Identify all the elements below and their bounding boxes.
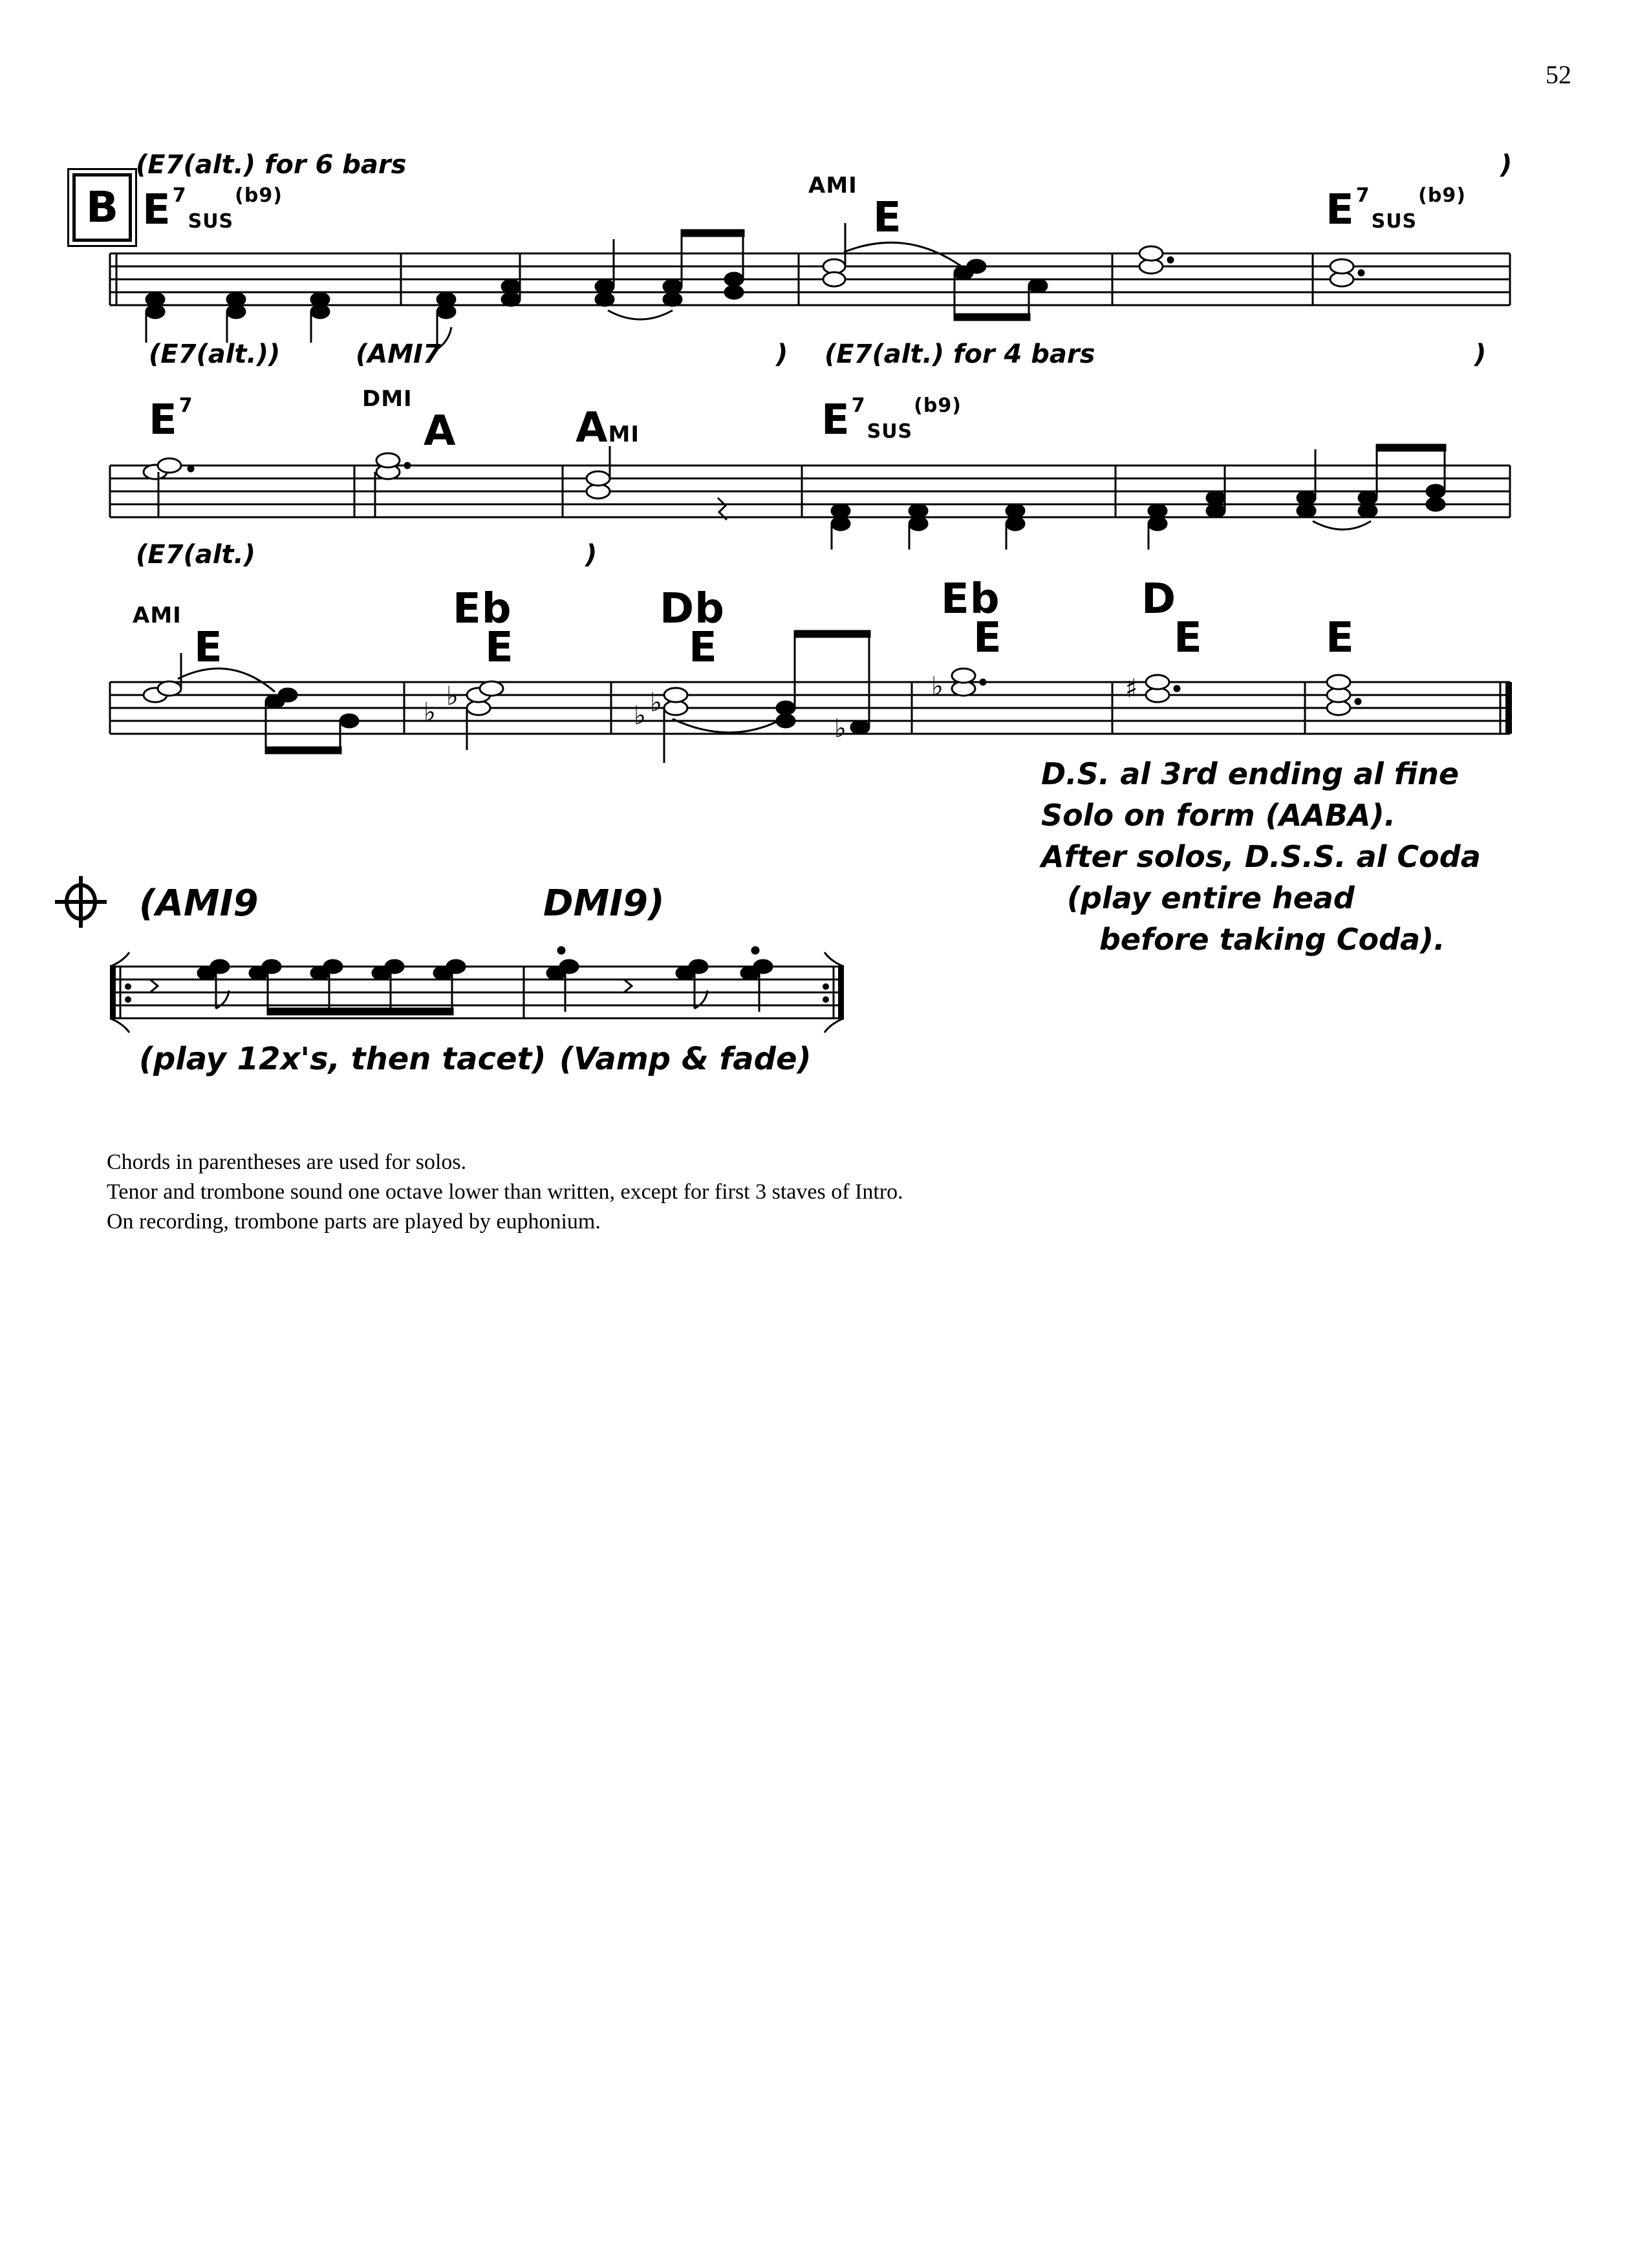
chord-root: E xyxy=(142,186,171,234)
final-barline xyxy=(1505,682,1512,734)
chord-alt: (b9) xyxy=(235,184,283,207)
chord-alt: (b9) xyxy=(1418,184,1466,207)
solo-chord-ami7: (AMI7 xyxy=(356,339,441,369)
chord-root: E xyxy=(149,396,178,444)
coda-chord-dmi9: DMI9) xyxy=(543,883,665,925)
svg-text:♭: ♭ xyxy=(634,701,646,731)
chord-bass-e: E xyxy=(485,624,514,672)
footnote: On recording, trombone parts are played by euphonium. xyxy=(107,1210,601,1234)
performance-directions xyxy=(1041,753,1481,960)
chord-bass-a: A xyxy=(424,407,457,455)
chord-db-over-e: Db xyxy=(660,585,725,633)
staff-system-3 xyxy=(110,682,1510,734)
chord-top: AMI xyxy=(808,173,857,198)
chord-ami-over-e xyxy=(808,155,857,203)
solo-chord-e7alt-4-bars: (E7(alt.) for 4 bars xyxy=(824,339,1095,369)
chord-e7 xyxy=(149,394,193,444)
chord-e: E xyxy=(1326,614,1355,662)
chord-alt: (b9) xyxy=(914,394,962,417)
direction-line: Solo on form (AABA). xyxy=(1041,798,1396,833)
chord-dmi-over-a xyxy=(362,369,413,416)
svg-text:♭: ♭ xyxy=(650,688,662,718)
notes-system-2 xyxy=(144,445,1445,550)
footnote: Tenor and trombone sound one octave lower than written, except for first 3 staves of Intro. xyxy=(107,1180,903,1204)
staff-coda xyxy=(110,967,844,1018)
rehearsal-mark-b: B xyxy=(72,173,132,242)
coda-chord-ami9: (AMI9 xyxy=(139,883,259,925)
solo-chord-e7alt-3: (E7(alt.) xyxy=(136,540,256,570)
solo-close-paren: ) xyxy=(776,339,788,369)
chord-root: A xyxy=(576,404,609,452)
direction-line: After solos, D.S.S. al Coda xyxy=(1041,839,1481,874)
direction-line: (play entire head xyxy=(1067,881,1355,915)
solo-chord-e7alt: (E7(alt.)) xyxy=(149,339,281,369)
chord-e7sus-b9-2 xyxy=(1326,184,1466,234)
chord-root: E xyxy=(821,396,850,444)
chord-ext: 7 xyxy=(178,394,193,417)
chord-e7sus-b9-3 xyxy=(821,394,962,444)
chord-bass-e: E xyxy=(1174,614,1203,662)
page-number: 52 xyxy=(1546,60,1571,89)
svg-text:♭: ♭ xyxy=(834,714,846,744)
svg-text:♭: ♭ xyxy=(931,672,943,701)
notes-coda xyxy=(150,947,772,1014)
chord-top: AMI xyxy=(133,603,182,628)
notes-system-1 xyxy=(146,223,1364,349)
footnotes xyxy=(107,1148,903,1237)
chord-ami-over-e-2 xyxy=(133,585,182,633)
coda-symbol xyxy=(55,876,107,928)
chord-sus: SUS xyxy=(867,420,913,443)
coda-caption-vamp-fade: (Vamp & fade) xyxy=(559,1041,812,1077)
chord-eb-over-e: Eb xyxy=(453,585,512,633)
chord-root: E xyxy=(1326,186,1355,234)
chord-eb-over-e-2: Eb xyxy=(941,575,1000,623)
chord-bass-e: E xyxy=(194,624,223,672)
svg-text:♭: ♭ xyxy=(424,698,436,727)
coda-caption-play-12x: (play 12x's, then tacet) xyxy=(139,1041,546,1077)
solo-chord-e7alt-6-bars: (E7(alt.) for 6 bars xyxy=(136,150,407,180)
chord-bass-e: E xyxy=(873,194,902,242)
svg-text:♭: ♭ xyxy=(446,681,458,711)
direction-line: D.S. al 3rd ending al fine xyxy=(1041,756,1460,791)
chord-top: DMI xyxy=(362,386,413,412)
solo-close-paren: ) xyxy=(1474,339,1487,369)
chord-d-over-e: D xyxy=(1141,575,1177,623)
chord-quality: MI xyxy=(608,422,640,447)
chord-ext: 7 xyxy=(1355,184,1370,207)
chord-e7sus-b9 xyxy=(142,184,283,234)
direction-line: before taking Coda). xyxy=(1099,922,1445,957)
solo-close-paren: ) xyxy=(1500,150,1513,180)
chord-sus: SUS xyxy=(188,210,234,233)
chord-ami xyxy=(576,404,640,452)
chord-bass-e: E xyxy=(973,614,1002,662)
chord-bass-e: E xyxy=(689,624,718,672)
solo-close-paren: ) xyxy=(585,540,598,570)
chord-sus: SUS xyxy=(1371,210,1417,233)
chord-ext: 7 xyxy=(851,394,866,417)
chord-ext: 7 xyxy=(172,184,187,207)
svg-text:♯: ♯ xyxy=(1125,674,1138,703)
footnote: Chords in parentheses are used for solos. xyxy=(107,1150,467,1174)
